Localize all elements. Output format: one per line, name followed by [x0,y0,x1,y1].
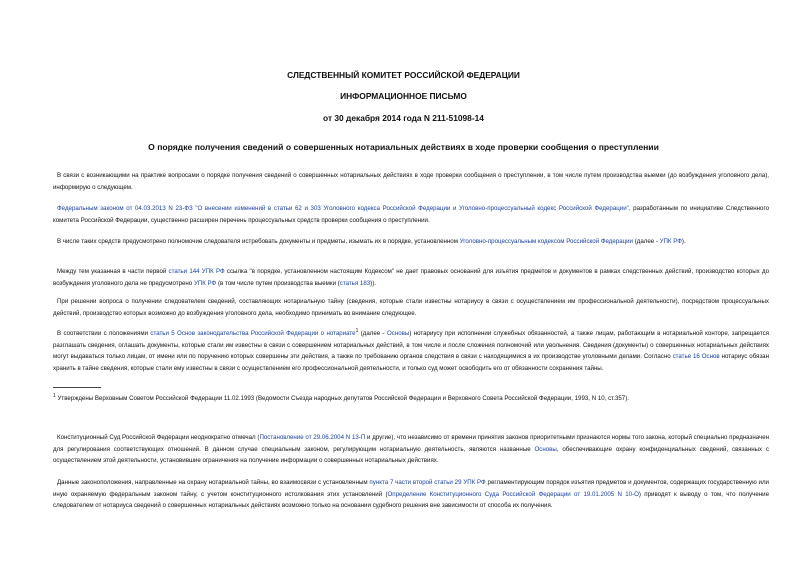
article-183-link[interactable]: статья 183 [339,279,371,287]
paragraph-text: (далее - [358,330,387,338]
footnote-text: Утверждены Верховным Советом Российской Федерации 11.02.1993 (Ведомости Съезда народных депутатов Российской Федерации и Верховного Совета Российской Федерации, 1993, N 10, ст.357). [55,395,629,403]
footnote-mark: 1 [53,393,56,399]
paragraph-constitutional-court [53,432,769,467]
paragraph-text: В связи с возникающими на практике вопросами о порядке получения сведений о совершенных нотариальных действиях в ходе проверки сообщения о преступлении, в том числе путем производства выемки (до возбуждения уголовного дела), информирую о следующем. [53,172,769,191]
paragraph-federal-law [53,203,769,226]
paragraph-text: )). [370,279,376,287]
fundamentals-link[interactable]: Основы [534,445,557,453]
paragraph-text: разработанным по инициативе Следственного комитета Российской Федерации, существенно расширен перечень процессуальных средств проверки сообщения о преступлении. [53,205,769,224]
paragraph-text: нотариус обязан хранить в тайне сведения, которые стали ему известны в связи с осуществлением его профессиональной деятельности, и только суд может освободить его от обязанности сохранения тайны. [53,353,769,372]
paragraph-text: Конституционный Суд Российской Федерации неоднократно отмечал ( [57,434,260,441]
article-144-link[interactable]: статьи 144 УПК РФ [168,268,225,275]
paragraph-text: Данные законоположения, направленные на охрану нотариальной тайны, во взаимосвязи с установленным [57,479,370,486]
document-type-heading: ИНФОРМАЦИОННОЕ ПИСЬМО [340,91,467,101]
paragraph-text: ). [681,238,686,245]
paragraph-text: регламентирующим порядок изъятия предметов и документов, содержащих государственную или иную охраняемую федеральным законом тайну, с учетом конституционного истолкования этих установлений ( [53,479,769,498]
paragraph-powers [53,236,769,248]
footnote-reference[interactable]: 1 [355,328,359,334]
paragraph-text: В числе таких средств предусмотрено полномочие следователя истребовать документы и предметы, изымать их в порядке, установленном [57,238,460,245]
paragraph-text: Между тем указанная в части первой [57,268,169,275]
upk-link[interactable]: УПК РФ [193,279,217,287]
upk-link[interactable]: Уголовно-процессуальным кодексом Российской Федерации [459,238,633,245]
paragraph-intro [53,170,769,193]
federal-law-link[interactable]: Федеральным законом от 04.03.2013 N 23-ФЗ "О внесении изменений в статьи 62 и 303 Уголовного кодекса Российской Федерации и Уголовно-процессуальный кодекс Российской Федерации", [57,205,631,212]
paragraph-notarial-secret [53,296,769,319]
court-ruling-link[interactable]: Определение Конституционного Суда Российской Федерации от 19.01.2005 N 10-О [387,490,639,498]
document-date-number: от 30 декабря 2014 года N 211-51098-14 [323,113,484,123]
fundamentals-link[interactable]: Основы [386,330,410,338]
issuer-heading: СЛЕДСТВЕННЫЙ КОМИТЕТ РОССИЙСКОЙ ФЕДЕРАЦИИ [287,70,520,80]
paragraph-text: В соответствии с положениями [57,330,151,338]
paragraph-text: При решении вопроса о получении следователем сведений, составляющих нотариальную тайну (сведения, которые стали известны нотариусу в связи с осуществлением им профессиональной деятельности), посредством процессуальных действий, производство которых возможно до возбуждения уголовного дела, необходимо принимать во внимание следующее. [53,298,769,317]
paragraph-text: ) приводят к выводу о том, что получение следователем от нотариуса сведений о совершенных нотариальных действиях возможно только на основании судебного решения вне зависимости от способа их получения. [53,490,770,509]
resolution-link[interactable]: Постановление от 29.06.2004 N 13-П [259,434,366,441]
paragraph-text: (далее - [632,238,660,245]
paragraph-conclusion [53,477,769,512]
article-5-link[interactable]: статьи 5 Основ законодательства Российской Федерации о нотариате [150,330,356,338]
footnote-separator [53,387,101,388]
paragraph-text: ) нотариусу при исполнении служебных обязанностей, а также лицам, работающим в нотариальной конторе, запрещается разглашать сведения, оглашать документы, которые стали им известны в связи с совершением нотариальных действий, в том числе и после сложения полномочий или увольнения. Сведения (документы) о совершенных нотариальных действиях могут выдаваться только лицам, от имени или по поручению которых совершены эти действия, а также по требованию органов следствия в связи с находящимися в их производстве уголовными делами. Согласно [53,330,770,361]
article-16-link[interactable]: статье 16 Основ [672,353,720,361]
paragraph-article-144 [53,266,769,289]
paragraph-text: и другие), что независимо от времени принятия законов приоритетными признаются нормы того закона, который специально предназначен для регулирования соответствующих отношений. В данном случае специальным законом, регулирующим нотариальную деятельность, являются названные [53,434,770,453]
upk-abbrev-link[interactable]: УПК РФ [659,238,682,245]
footnote [53,392,769,403]
paragraph-text: , обеспечивающие охрану конфиденциальных сведений, связанных с осуществлением этой деятельности, установившие ограничения на получение информации о совершенных нотариальных действиях. [53,445,769,464]
article-29-link[interactable]: пункта 7 части второй статьи 29 УПК РФ [369,479,486,486]
paragraph-text: ссылка "в порядке, установленном настоящим Кодексом" не дает правовых оснований для изъятия предметов и документов в рамках следственных действий, производство которых до возбуждения уголовного дела не предусмотрено [53,268,769,287]
paragraph-fundamentals [53,326,769,374]
paragraph-text: (в том числе путем производства выемки ( [216,279,340,287]
document-subject: О порядке получения сведений о совершенных нотариальных действиях в ходе проверки сообщения о преступлении [148,142,659,152]
